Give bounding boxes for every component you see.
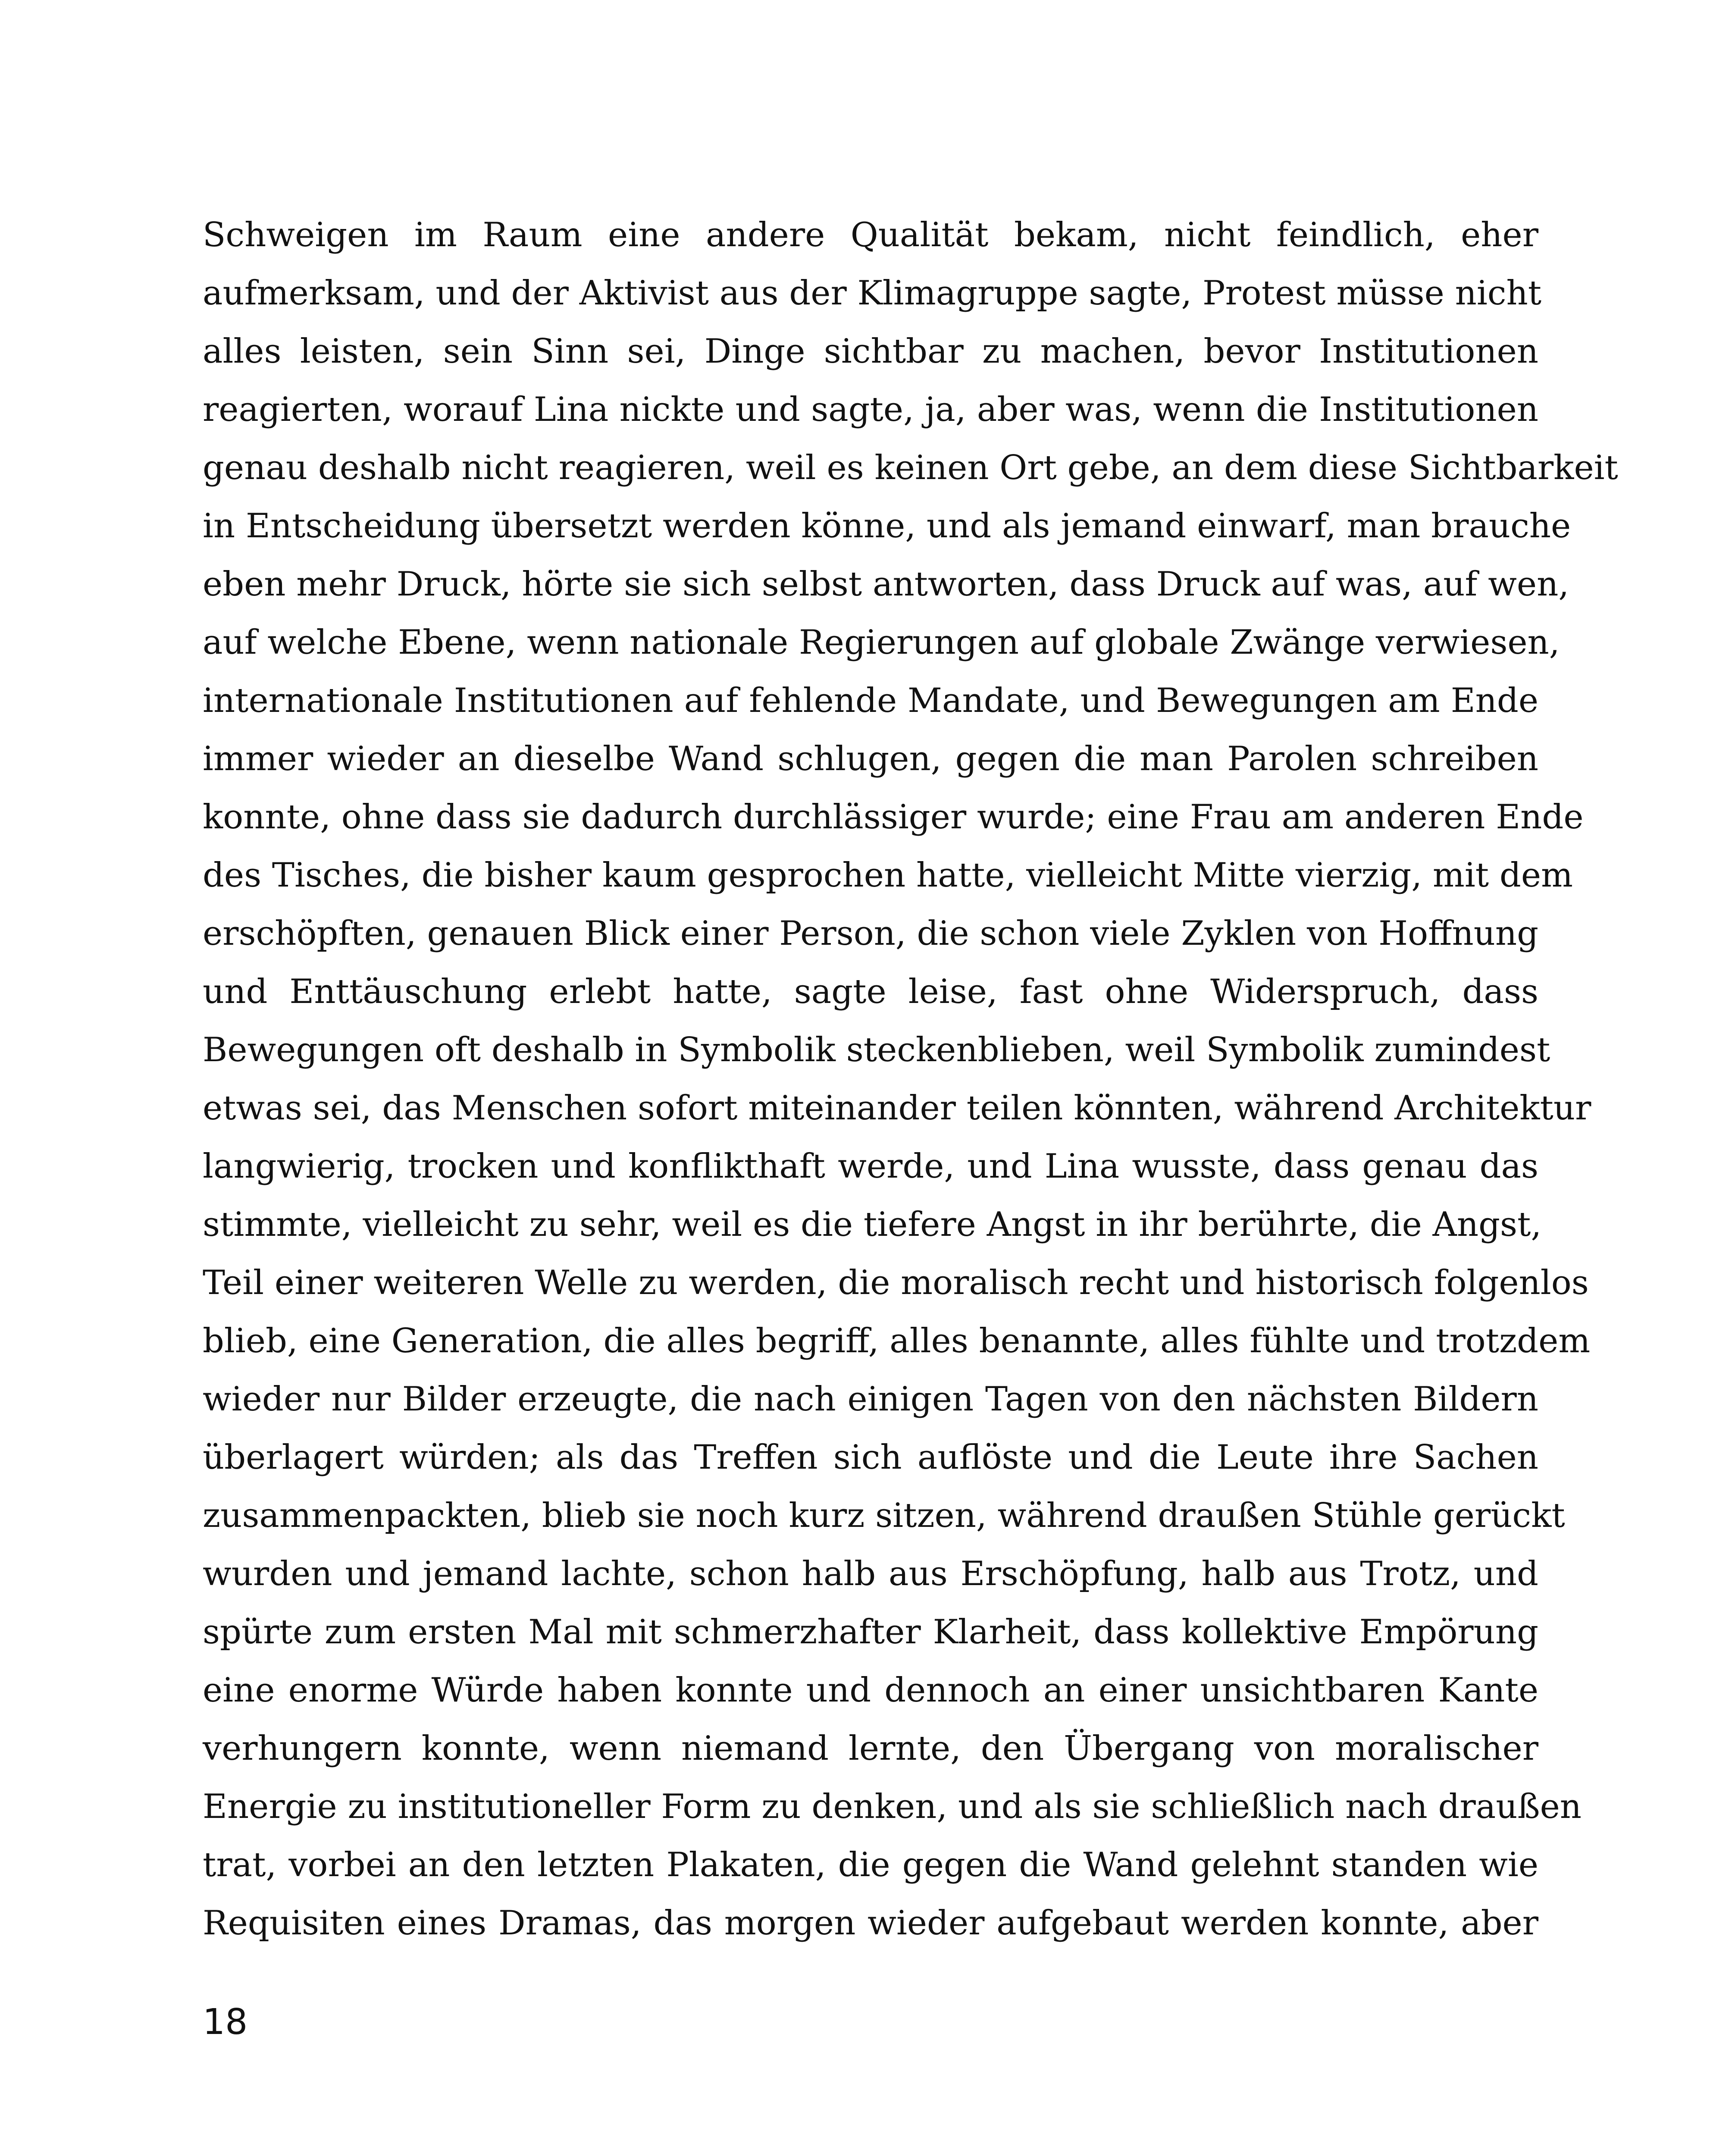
- text-line: langwierig, trocken und konflikthaft werde, und Lina wusste, dass genau das: [203, 1147, 1538, 1186]
- text-line: konnte, ohne dass sie dadurch durchlässiger wurde; eine Frau am anderen Ende: [203, 798, 1584, 837]
- text-line: und Enttäuschung erlebt hatte, sagte leise, fast ohne Widerspruch, dass: [203, 972, 1538, 1011]
- text-line: überlagert würden; als das Treffen sich auflöste und die Leute ihre Sachen: [203, 1438, 1538, 1477]
- text-line: Energie zu institutioneller Form zu denken, und als sie schließlich nach draußen: [203, 1787, 1582, 1826]
- text-line: eine enorme Würde haben konnte und dennoch an einer unsichtbaren Kante: [203, 1671, 1538, 1710]
- page-number: 18: [203, 2002, 248, 2043]
- text-line: stimmte, vielleicht zu sehr, weil es die tiefere Angst in ihr berührte, die Angst,: [203, 1205, 1542, 1244]
- body-text: [203, 206, 1618, 1952]
- text-line: wurden und jemand lachte, schon halb aus Erschöpfung, halb aus Trotz, und: [203, 1554, 1538, 1593]
- text-line: internationale Institutionen auf fehlende Mandate, und Bewegungen am Ende: [203, 681, 1538, 720]
- text-line: spürte zum ersten Mal mit schmerzhafter Klarheit, dass kollektive Empörung: [203, 1613, 1538, 1651]
- text-line: auf welche Ebene, wenn nationale Regierungen auf globale Zwänge verwiesen,: [203, 623, 1560, 662]
- text-line: Bewegungen oft deshalb in Symbolik steckenblieben, weil Symbolik zumindest: [203, 1031, 1550, 1069]
- text-line: Requisiten eines Dramas, das morgen wieder aufgebaut werden konnte, aber: [203, 1904, 1538, 1943]
- text-line: Schweigen im Raum eine andere Qualität bekam, nicht feindlich, eher: [203, 216, 1538, 254]
- text-line: in Entscheidung übersetzt werden könne, und als jemand einwarf, man brauche: [203, 507, 1571, 545]
- text-line: genau deshalb nicht reagieren, weil es keinen Ort gebe, an dem diese Sichtbarkeit: [203, 448, 1618, 487]
- text-line: wieder nur Bilder erzeugte, die nach einigen Tagen von den nächsten Bildern: [203, 1380, 1538, 1419]
- text-line: reagierten, worauf Lina nickte und sagte, ja, aber was, wenn die Institutionen: [203, 390, 1538, 429]
- text-line: zusammenpackten, blieb sie noch kurz sitzen, während draußen Stühle gerückt: [203, 1496, 1565, 1535]
- text-line: verhungern konnte, wenn niemand lernte, den Übergang von moralischer: [203, 1729, 1538, 1768]
- text-line: blieb, eine Generation, die alles begriff, alles benannte, alles fühlte und trotzdem: [203, 1322, 1591, 1360]
- text-line: erschöpften, genauen Blick einer Person, die schon viele Zyklen von Hoffnung: [203, 914, 1539, 953]
- text-line: immer wieder an dieselbe Wand schlugen, gegen die man Parolen schreiben: [203, 740, 1538, 778]
- text-line: des Tisches, die bisher kaum gesprochen hatte, vielleicht Mitte vierzig, mit dem: [203, 856, 1573, 895]
- text-line: etwas sei, das Menschen sofort miteinander teilen könnten, während Architektur: [203, 1089, 1591, 1128]
- text-line: trat, vorbei an den letzten Plakaten, die gegen die Wand gelehnt standen wie: [203, 1846, 1538, 1884]
- text-line: aufmerksam, und der Aktivist aus der Klimagruppe sagte, Protest müsse nicht: [203, 274, 1542, 313]
- text-line: Teil einer weiteren Welle zu werden, die moralisch recht und historisch folgenlos: [203, 1263, 1589, 1302]
- text-line: eben mehr Druck, hörte sie sich selbst antworten, dass Druck auf was, auf wen,: [203, 565, 1569, 604]
- text-line: alles leisten, sein Sinn sei, Dinge sichtbar zu machen, bevor Institutionen: [203, 332, 1538, 371]
